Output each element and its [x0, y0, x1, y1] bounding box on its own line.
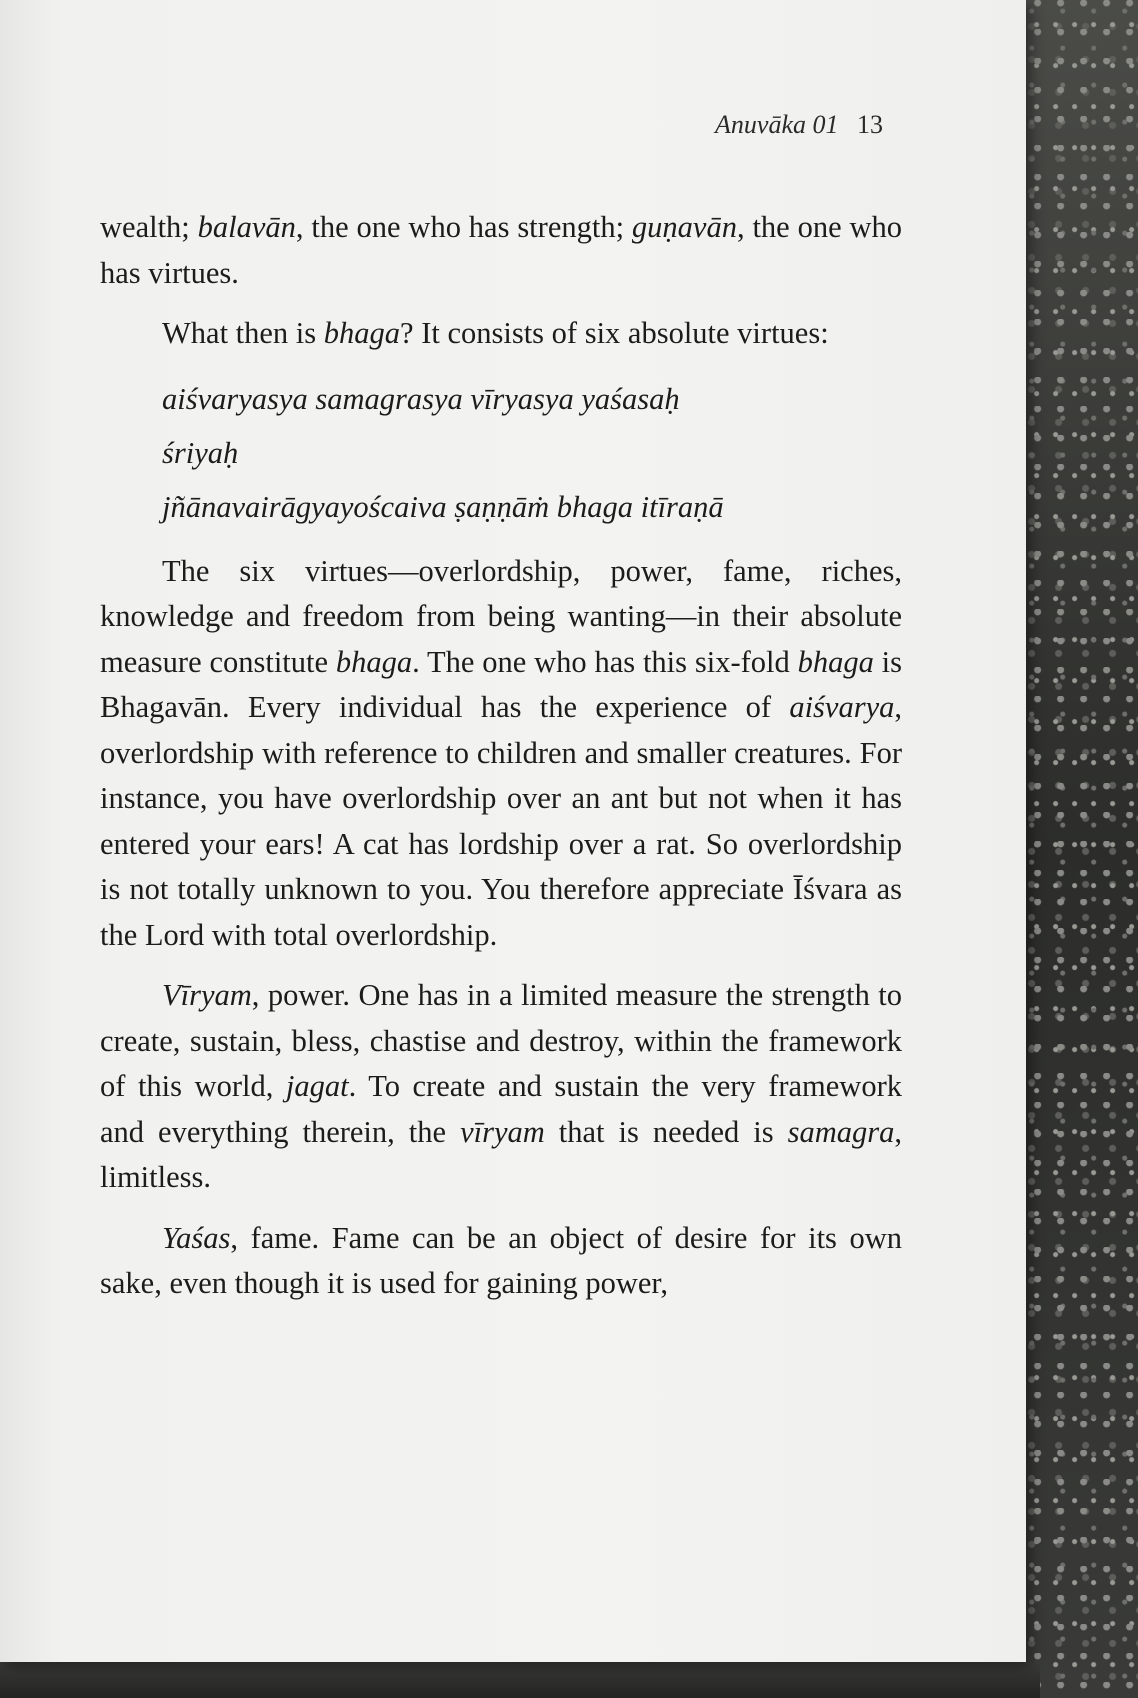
text-run: . The one who has this six-fold: [412, 644, 798, 679]
italic-term: balavān: [197, 210, 296, 244]
italic-term: bhaga: [323, 316, 401, 350]
italic-term: bhaga: [797, 644, 874, 679]
verse-line: jñānavairāgyayoścaiva ṣaṇṇāṁ bhaga itīraṇā: [162, 489, 724, 524]
paragraph: [100, 549, 902, 959]
verse-line: śriyaḥ: [162, 435, 239, 470]
text-run: , overlordship with reference to children and smaller creatures. For instance, you have overlordship over an ant but not when it has entered your ears! A cat has lordship over a rat. So overlordship is not totally unknown to you. You therefore appreciate Īśvara as the Lord with total overlordship.: [100, 690, 902, 952]
sanskrit-verse: [162, 372, 902, 534]
body-text: [100, 205, 902, 1322]
text-run: The six virtues—overlordship, power, fame, riches, knowledge and freedom from being wanting—in their absolute measure constitute: [100, 553, 902, 679]
text-run: , the one who has virtues.: [100, 210, 903, 290]
running-head: [715, 110, 883, 140]
paragraph: [100, 311, 902, 357]
italic-term: guṇavān: [631, 210, 737, 244]
text-run: wealth;: [100, 210, 198, 244]
text-run: , fame. Fame can be an object of desire for its own sake, even though it is used for gaining power,: [100, 1220, 902, 1300]
text-run: ? It consists of six absolute virtues:: [400, 316, 829, 350]
italic-term: bhaga: [335, 644, 413, 679]
paragraph: [100, 205, 902, 296]
text-run: , limitless.: [100, 1114, 902, 1194]
text-run: is Bhagavān. Every individual has the experience of: [100, 644, 902, 724]
verse-line: aiśvaryasya samagrasya vīryasya yaśasaḥ: [162, 381, 680, 416]
italic-term: jagat: [285, 1069, 349, 1103]
italic-term: vīryam: [460, 1114, 545, 1149]
italic-term: samagra: [787, 1114, 895, 1149]
countertop-background: [1010, 0, 1138, 1698]
countertop-edge: [0, 1662, 1040, 1698]
running-head-section: Anuvāka 01: [715, 110, 839, 139]
paragraph: [100, 1216, 902, 1307]
text-run: that is needed is: [544, 1114, 788, 1149]
text-run: . To create and sustain the very framework and everything therein, the: [100, 1069, 902, 1149]
italic-term: Yaśas: [162, 1220, 231, 1255]
page-number: 13: [857, 110, 883, 139]
text-run: What then is: [162, 316, 324, 350]
text-run: , power. One has in a limited measure the strength to create, sustain, bless, chastise and destroy, within the framework of this world,: [100, 978, 902, 1103]
paragraph: [100, 973, 902, 1201]
text-run: , the one who has strength;: [295, 210, 632, 244]
italic-term: aiśvarya: [789, 690, 895, 724]
italic-term: Vīryam: [162, 978, 252, 1012]
